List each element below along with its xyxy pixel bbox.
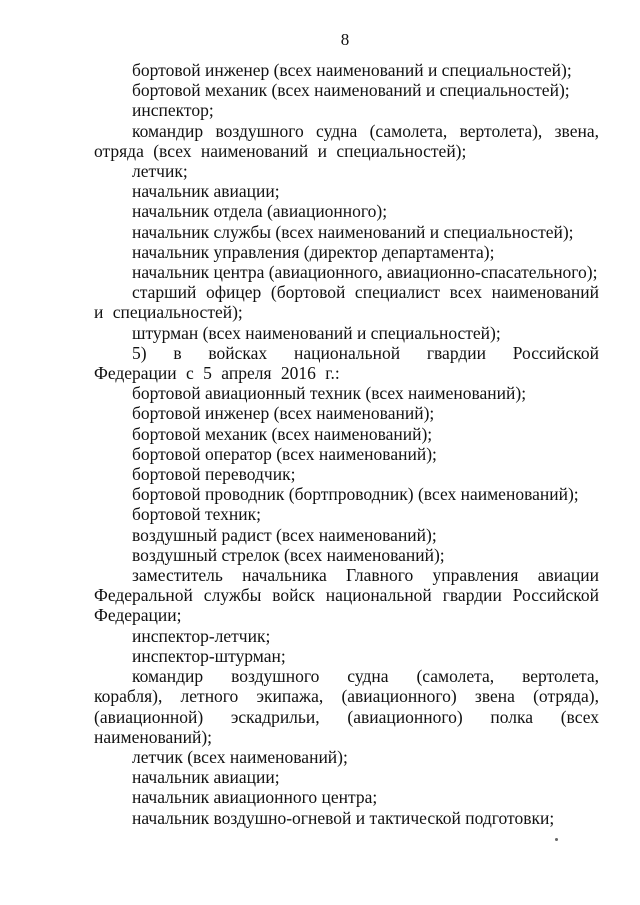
list-item: заместитель начальника Главного управления авиации Федеральной службы войск национальной гвардии Российской Федерации; [94, 565, 599, 626]
list-item: бортовой оператор (всех наименований); [132, 443, 437, 464]
list-item: начальник управления (директор департамента); [132, 241, 495, 262]
list-item: бортовой проводник (бортпроводник) (всех наименований); [132, 484, 579, 505]
scan-speck [555, 838, 558, 841]
list-item: начальник центра (авиационного, авиационно-спасательного); [132, 262, 598, 283]
list-item: старший офицер (бортовой специалист всех наименований и специальностей); [94, 282, 599, 323]
list-item: командир воздушного судна (самолета, вертолета, корабля), летного экипажа, (авиационного) звена (отряда), (авиационной) эскадрильи, (авиационного) полка (всех наименований); [94, 666, 599, 747]
list-item: бортовой переводчик; [132, 464, 296, 485]
list-item: бортовой авиационный техник (всех наименований); [132, 383, 527, 404]
list-item: воздушный стрелок (всех наименований); [132, 544, 445, 565]
list-item: начальник авиации; [132, 181, 280, 202]
list-item: бортовой механик (всех наименований); [132, 423, 433, 444]
list-item: воздушный радист (всех наименований); [132, 524, 437, 545]
list-item: инспектор-летчик; [132, 625, 271, 646]
list-item: начальник воздушно-огневой и тактической подготовки; [132, 807, 555, 828]
list-item: летчик (всех наименований); [132, 746, 348, 767]
list-item: бортовой инженер (всех наименований и специальностей); [132, 60, 572, 80]
list-item: бортовой механик (всех наименований и специальностей); [132, 80, 570, 101]
list-item: командир воздушного судна (самолета, вертолета), звена, отряда (всех наименований и специальностей); [94, 120, 599, 161]
document-body [94, 60, 599, 828]
list-item: инспектор-штурман; [132, 645, 286, 666]
list-item: штурман (всех наименований и специальностей); [132, 322, 501, 343]
list-item: начальник службы (всех наименований и специальностей); [132, 221, 574, 242]
list-item: начальник отдела (авиационного); [132, 201, 388, 222]
page-number: 8 [340, 30, 350, 49]
list-item: бортовой инженер (всех наименований); [132, 403, 435, 424]
list-item: летчик; [132, 161, 188, 182]
list-item: начальник авиации; [132, 767, 280, 788]
list-item: бортовой техник; [132, 504, 262, 525]
list-item: инспектор; [132, 100, 214, 121]
section-heading: 5) в войсках национальной гвардии Российской Федерации с 5 апреля 2016 г.: [94, 342, 599, 384]
list-item: начальник авиационного центра; [132, 787, 378, 808]
